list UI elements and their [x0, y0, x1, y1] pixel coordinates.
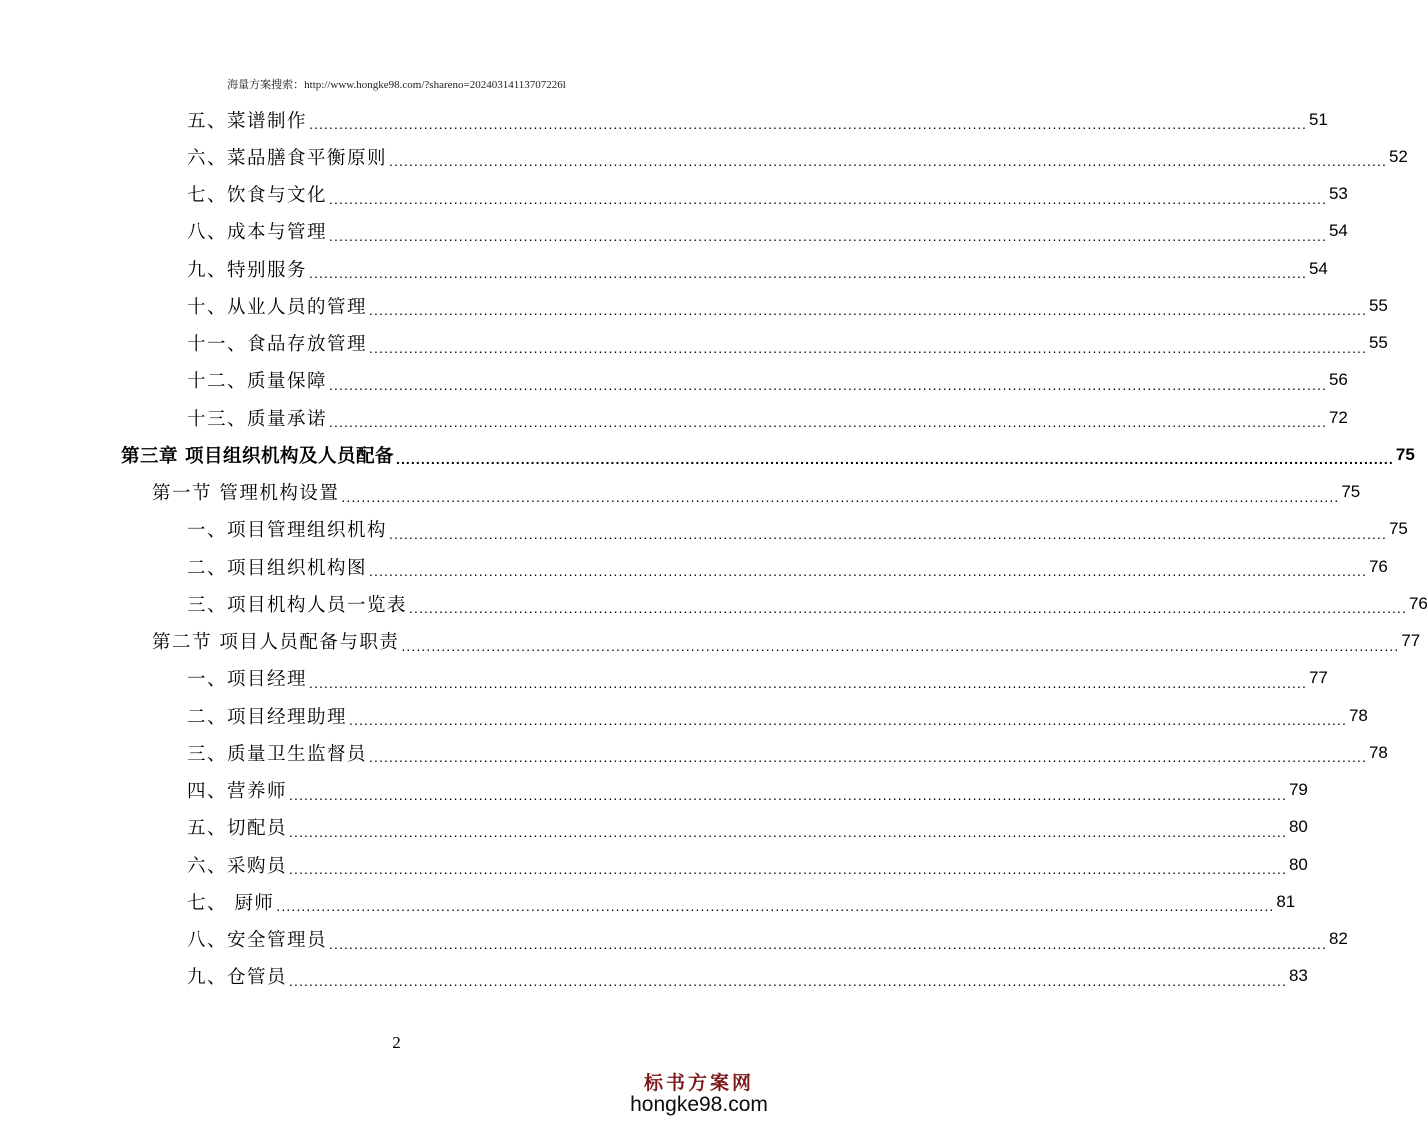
toc-entry-page: 76: [1368, 556, 1388, 576]
toc-entry[interactable]: [187, 734, 1388, 771]
toc-entry-title: 十三、质量承诺: [187, 408, 328, 430]
toc-entry[interactable]: [187, 325, 1388, 362]
toc-entry-title: 第二节 项目人员配备与职责: [152, 632, 400, 653]
toc-entry-title: 十二、质量保障: [187, 371, 328, 393]
toc-entry[interactable]: [187, 697, 1368, 734]
toc-entry-title: 十、从业人员的管理: [187, 296, 368, 318]
toc-entry-title: 六、采购员: [187, 855, 288, 877]
toc-dot-leader: ........................................................................................................................................................................................................: [329, 414, 1327, 430]
toc-entry[interactable]: [152, 623, 1421, 660]
toc-entry[interactable]: [187, 585, 1428, 622]
toc-entry-page: 77: [1401, 631, 1421, 650]
toc-entry[interactable]: [187, 809, 1308, 846]
toc-entry-title: 五、切配员: [187, 818, 288, 840]
toc-entry-title: 十一、食品存放管理: [187, 334, 368, 355]
toc-dot-leader: ........................................................................................................................................................................................................: [329, 376, 1327, 393]
toc-dot-leader: ........................................................................................................................................................................................................: [329, 190, 1327, 207]
toc-entry-page: 81: [1276, 891, 1296, 911]
toc-dot-leader: ........................................................................................................................................................................................................: [389, 153, 1387, 170]
toc-dot-leader: ........................................................................................................................................................................................................: [369, 563, 1367, 579]
toc-entry-title: 一、项目管理组织机构: [187, 520, 388, 542]
toc-entry[interactable]: [187, 176, 1348, 213]
toc-dot-leader: ........................................................................................................................................................................................................: [329, 935, 1327, 952]
toc-entry-title: 第一节 管理机构设置: [152, 483, 340, 504]
toc-dot-leader: ........................................................................................................................................................................................................: [289, 823, 1287, 840]
toc-entry[interactable]: [187, 660, 1328, 697]
toc-entry[interactable]: [121, 436, 1415, 473]
toc-entry-page: 78: [1348, 705, 1368, 725]
toc-entry-page: 53: [1328, 184, 1348, 203]
toc-entry-title: 一、项目经理: [187, 669, 308, 691]
toc-entry[interactable]: [152, 474, 1361, 511]
toc-entry-title: 三、项目机构人员一览表: [187, 594, 408, 616]
toc-dot-leader: ........................................................................................................................................................................................................: [369, 339, 1367, 356]
toc-entry[interactable]: [187, 399, 1348, 436]
toc-entry[interactable]: [187, 883, 1296, 920]
toc-entry-title: 三、质量卫生监督员: [187, 743, 368, 765]
toc-dot-leader: ........................................................................................................................................................................................................: [309, 265, 1307, 281]
toc-entry[interactable]: [187, 921, 1348, 958]
toc-entry-page: 52: [1388, 146, 1408, 166]
toc-entry[interactable]: [187, 101, 1328, 138]
toc-dot-leader: ........................................................................................................................................................................................................: [341, 488, 1340, 505]
toc-entry-page: 75: [1395, 444, 1415, 464]
toc-entry-page: 78: [1368, 742, 1388, 762]
toc-entry-page: 72: [1328, 407, 1348, 427]
toc-entry[interactable]: [187, 213, 1348, 250]
watermark-chinese-text: 标书方案网: [643, 1072, 754, 1094]
toc-entry-title: 二、项目经理助理: [187, 706, 348, 728]
toc-entry-title: 第三章 项目组织机构及人员配备: [121, 445, 394, 467]
toc-entry[interactable]: [187, 138, 1408, 175]
toc-entry[interactable]: [187, 548, 1388, 585]
toc-entry[interactable]: [187, 362, 1348, 399]
toc-entry-page: 77: [1308, 668, 1328, 688]
toc-dot-leader: ........................................................................................................................................................................................................: [289, 861, 1287, 877]
toc-entry-page: 54: [1308, 258, 1328, 278]
toc-entry-title: 九、仓管员: [187, 967, 288, 989]
toc-dot-leader: ........................................................................................................................................................................................................: [309, 116, 1307, 132]
toc-entry[interactable]: [187, 250, 1328, 287]
toc-entry-page: 82: [1328, 929, 1348, 948]
toc-entry-title: 四、营养师: [187, 781, 288, 802]
toc-entry-title: 八、成本与管理: [187, 222, 328, 244]
toc-entry-page: 79: [1288, 780, 1308, 799]
toc-entry-title: 六、菜品膳食平衡原则: [187, 147, 388, 169]
toc-entry-title: 七、饮食与文化: [187, 185, 328, 206]
toc-entry-page: 56: [1328, 370, 1348, 390]
toc-dot-leader: ........................................................................................................................................................................................................: [409, 600, 1407, 617]
toc-entry-title: 五、菜谱制作: [187, 110, 308, 132]
toc-entry-page: 80: [1288, 854, 1308, 874]
toc-entry-page: 54: [1328, 221, 1348, 241]
toc-entry-page: 83: [1288, 966, 1308, 986]
toc-entry-page: 55: [1368, 295, 1388, 315]
toc-dot-leader: ........................................................................................................................................................................................................: [389, 525, 1387, 542]
toc-dot-leader: ........................................................................................................................................................................................................: [401, 637, 1400, 654]
page-number: 2: [392, 1033, 401, 1052]
toc-entry-page: 80: [1288, 817, 1308, 837]
toc-dot-leader: ........................................................................................................................................................................................................: [309, 674, 1307, 691]
toc-entry-page: 76: [1408, 593, 1428, 613]
toc-dot-leader: ........................................................................................................................................................................................................: [329, 227, 1327, 244]
toc-dot-leader: ........................................................................................................................................................................................................: [369, 749, 1367, 766]
toc-dot-leader: ........................................................................................................................................................................................................: [395, 451, 1394, 468]
toc-entry-title: 八、安全管理员: [187, 930, 328, 951]
toc-entry[interactable]: [187, 958, 1308, 995]
page-header-search-url: 海量方案搜索：http://www.hongke98.com/?shareno=20240314113707226l: [227, 79, 566, 91]
toc-entry[interactable]: [187, 511, 1408, 548]
watermark-domain-text: hongke98.com: [630, 1093, 768, 1116]
toc-entry-title: 七、 厨师: [187, 892, 275, 914]
toc-entry-page: 55: [1368, 333, 1388, 352]
watermark-logo: [619, 1068, 779, 1117]
toc-dot-leader: ........................................................................................................................................................................................................: [369, 302, 1367, 319]
toc-dot-leader: ........................................................................................................................................................................................................: [276, 898, 1275, 915]
toc-entry-page: 51: [1308, 109, 1328, 129]
toc-entry-title: 九、特别服务: [187, 259, 308, 281]
toc-dot-leader: ........................................................................................................................................................................................................: [289, 786, 1287, 803]
toc-dot-leader: ........................................................................................................................................................................................................: [349, 712, 1347, 728]
toc-dot-leader: ........................................................................................................................................................................................................: [289, 972, 1287, 989]
toc-entry-page: 75: [1388, 519, 1408, 539]
toc-entry[interactable]: [187, 772, 1308, 809]
toc-entry-title: 二、项目组织机构图: [187, 557, 368, 579]
toc-entry[interactable]: [187, 846, 1308, 883]
toc-entry-page: 75: [1341, 482, 1361, 501]
toc-entry[interactable]: [187, 287, 1388, 324]
